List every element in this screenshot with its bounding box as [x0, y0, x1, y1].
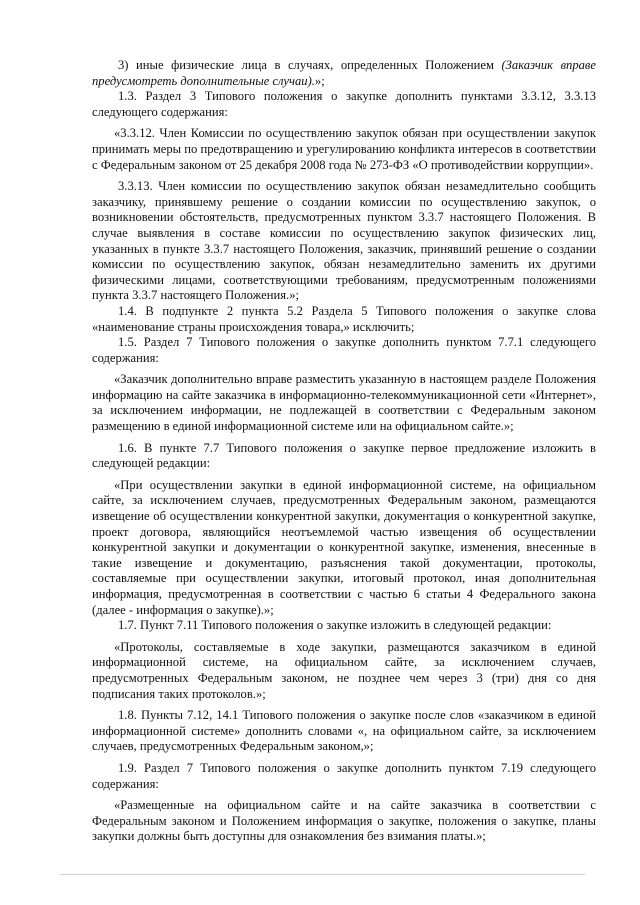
- paragraph-1-9: 1.9. Раздел 7 Типового положения о закупке дополнить пунктом 7.19 следующего содержания:: [92, 760, 596, 791]
- scan-edge-line: [60, 874, 585, 875]
- paragraph-1-3: 1.3. Раздел 3 Типового положения о закупке дополнить пунктами 3.3.12, 3.3.13 следующего содержания:: [92, 89, 596, 119]
- paragraph-1-6: 1.6. В пункте 7.7 Типового положения о закупке первое предложение изложить в следующей редакции:: [92, 440, 596, 471]
- paragraph-1-7: 1.7. Пункт 7.11 Типового положения о закупке изложить в следующей редакции:: [118, 618, 552, 633]
- paragraph-3-3-12: «3.3.12. Член Комиссии по осуществлению закупок обязан при осуществлении закупок принимать меры по предотвращению и урегулированию конфликта интересов в соответствии с Федеральным законом от 25 декабря 2008 года № 273-ФЗ «О противодействии коррупции».: [92, 126, 596, 172]
- paragraph-1-4: 1.4. В подпункте 2 пункта 5.2 Раздела 5 Типового положения о закупке слова «наименование страны происхождения товара,» исключить;: [92, 303, 596, 334]
- paragraph-1-5: 1.5. Раздел 7 Типового положения о закупке дополнить пунктом 7.7.1 следующего содержания:: [92, 335, 596, 365]
- paragraph-1-8: 1.8. Пункты 7.12, 14.1 Типового положения о закупке после слов «заказчиком в единой информационной системе» дополнить словами «, на официальном сайте, за исключением случаев, предусмотренных Федеральным законом,»;: [92, 708, 596, 754]
- paragraph-p0-italic: (Заказчик вправе предусмотреть дополнительные случаи).: [92, 58, 596, 88]
- paragraph-quote-7-7-1: «Заказчик дополнительно вправе разместить указанную в настоящем разделе Положения информацию на сайте заказчика в информационно-телекоммуникационной сети «Интернет», за исключением информации, не подлежащей в соответствии с Федеральным законом размещению в единой информационной системе или на официальном сайте.»;: [92, 372, 596, 434]
- paragraph-3-3-13: 3.3.13. Член комиссии по осуществлению закупок обязан незамедлительно сообщить заказчику, принявшему решение о создании комиссии по осуществлению закупок, о возникновении обстоятельств, предусмотренных пунктом 3.3.7 настоящего Положения. В случае выявления в составе комиссии по осуществлению закупок физических лиц, указанных в пункте 3.3.7 настоящего Положения, заказчик, принявший решение о создании комиссии по осуществлению закупок, обязан незамедлительно заменить их другими физическими лицами, соответствующими требованиям, предусмотренным положениями пункта 3.3.7 настоящего Положения.»;: [92, 179, 596, 303]
- paragraph-p0: [92, 58, 596, 89]
- paragraph-quote-7-7: «При осуществлении закупки в единой информационной системе, на официальном сайте, за исключением случаев, предусмотренных Федеральным законом, размещаются извещение об осуществлении конкурентной закупки, документация о конкурентной закупке, проект договора, являющийся неотъемлемой частью извещения об осуществлении конкурентной закупки и документации о конкурентной закупке, изменения, внесенные в такие извещение и документацию, разъяснения такой документации, протоколы, составляемые при осуществлении закупки, итоговый протокол, иная дополнительная информация, предусмотренная в соответствии с частью 6 статьи 4 Федерального закона (далее - информация о закупке).»;: [92, 477, 596, 617]
- paragraph-quote-7-19: «Размещенные на официальном сайте и на сайте заказчика в соответствии с Федеральным законом и Положением информация о закупке, положения о закупке, планы закупки должны быть доступны для ознакомления без взимания платы.»;: [92, 798, 596, 844]
- paragraph-quote-7-11: «Протоколы, составляемые в ходе закупки, размещаются заказчиком в единой информационной системе, на официальном сайте, за исключением случаев, предусмотренных Федеральным законом, не позднее чем через 3 (три) дня со дня подписания таких протоколов.»;: [92, 639, 596, 701]
- paragraph-p0-text: 3) иные физические лица в случаях, определенных Положением: [118, 58, 502, 72]
- paragraph-p0-tail: »;: [314, 73, 325, 88]
- document-page: [92, 58, 596, 845]
